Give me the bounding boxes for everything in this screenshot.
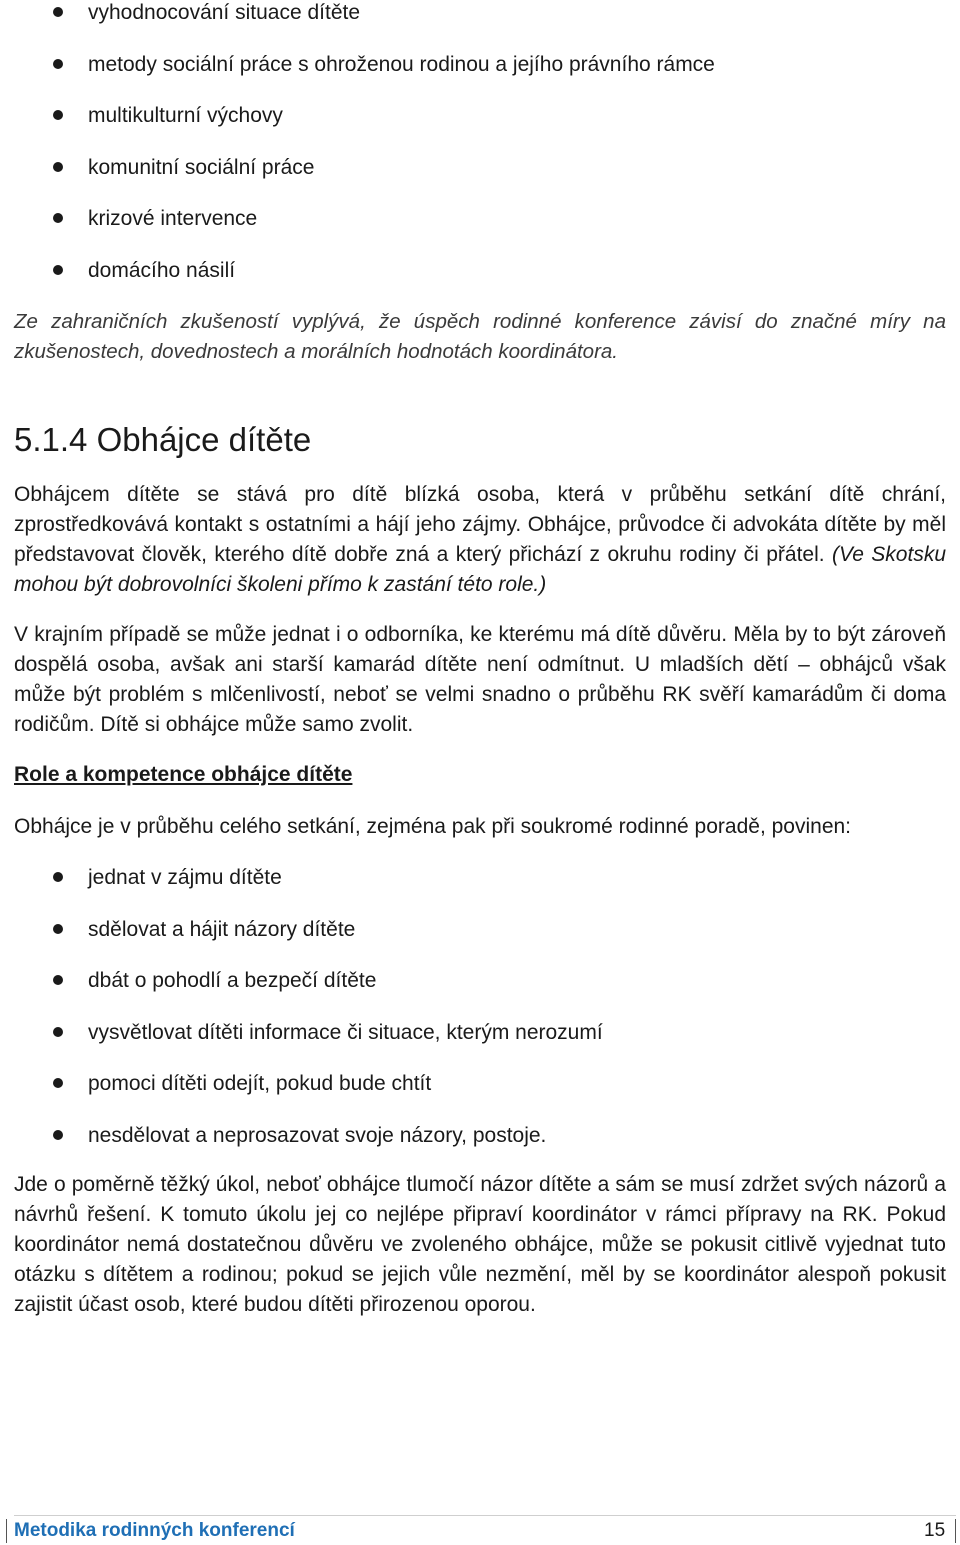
list-item: multikulturní výchovy [0,103,960,155]
bullet-icon [53,7,63,17]
advocate-choice-paragraph: V krajním případě se může jednat i o odborníka, ke kterému má dítě důvěru. Měla by to být zároveň dospělá osoba, avšak ani starší kamarád dítěte není odmítnut. U mladších dětí – obhájců však může být problém s mlčenlivostí, neboť se velmi snadno o průběhu RK svěří kamarádům či doma rodičům. Dítě si obhájce může samo zvolit. [14,623,946,736]
closing-paragraph: Jde o poměrně těžký úkol, neboť obhájce tlumočí názor dítěte a sám se musí zdržet svých názorů a návrhů řešení. K tomuto úkolu jej co nejlépe připraví koordinátor v rámci přípravy na RK. Pokud koordinátor nemá dostatečnou důvěru ve zvoleného obhájce, může se pokusit citlivě vyjednat tuto otázku s dítětem a rodinou; pokud se jejich vůle nezmění, měl by se koordinátor alespoň pokusit zajistit účast osob, které budou dítěti přirozenou oporou. [14,1173,946,1316]
list-item: metody sociální práce s ohroženou rodinou a jejího právního rámce [0,52,960,104]
footer-page-number: 15 [924,1520,946,1541]
intro-italic-paragraph: Ze zahraničních zkušeností vyplývá, že úspěch rodinné konference závisí do značné míry na zkušenostech, dovednostech a morálních hodnotách koordinátora. [14,310,946,363]
list-item: sdělovat a hájit názory dítěte [0,917,960,969]
bullet-icon [53,213,63,223]
duties-bullet-list [0,865,960,1174]
footer-divider [14,1515,956,1516]
list-item: dbát o pohodlí a bezpečí dítěte [0,968,960,1020]
list-item: komunitní sociální práce [0,155,960,207]
bullet-icon [53,162,63,172]
methods-bullet-list [0,0,960,309]
bullet-icon [53,59,63,69]
role-subheading: Role a kompetence obhájce dítěte [14,763,353,786]
duties-intro: Obhájce je v průběhu celého setkání, zejména pak při soukromé rodinné poradě, povinen: [14,815,852,838]
advocate-definition-paragraph [14,480,946,600]
list-item: vyhodnocování situace dítěte [0,0,960,52]
para1-italic-note: (Ve Skotsku mohou být dobrovolníci školeni přímo k zastání této role.) [14,543,946,596]
list-item: domácího násilí [0,258,960,310]
bullet-icon [53,110,63,120]
bullet-icon [53,265,63,275]
bullet-icon [53,872,63,882]
bullet-icon [53,975,63,985]
bullet-icon [53,1078,63,1088]
footer-document-title: Metodika rodinných konferencí [14,1520,295,1541]
list-item: krizové intervence [0,206,960,258]
list-item: jednat v zájmu dítěte [0,865,960,917]
section-heading: 5.1.4 Obhájce dítěte [14,421,312,458]
bullet-icon [53,1027,63,1037]
list-item: vysvětlovat dítěti informace či situace, kterým nerozumí [0,1020,960,1072]
list-item: pomoci dítěti odejít, pokud bude chtít [0,1071,960,1123]
bullet-icon [53,1130,63,1140]
footer-left-rule [6,1519,7,1543]
bullet-icon [53,924,63,934]
para1-text: Obhájcem dítěte se stává pro dítě blízká osoba, která v průběhu setkání dítě chrání, zprostředkovává kontakt s ostatními a hájí jeho zájmy. Obhájce, průvodce či advokáta dítěte by měl představovat člověk, kterého dítě dobře zná a který přichází z okruhu rodiny či přátel. [14,483,946,566]
footer-right-rule [955,1519,956,1543]
list-item: nesdělovat a neprosazovat svoje názory, postoje. [0,1123,960,1175]
